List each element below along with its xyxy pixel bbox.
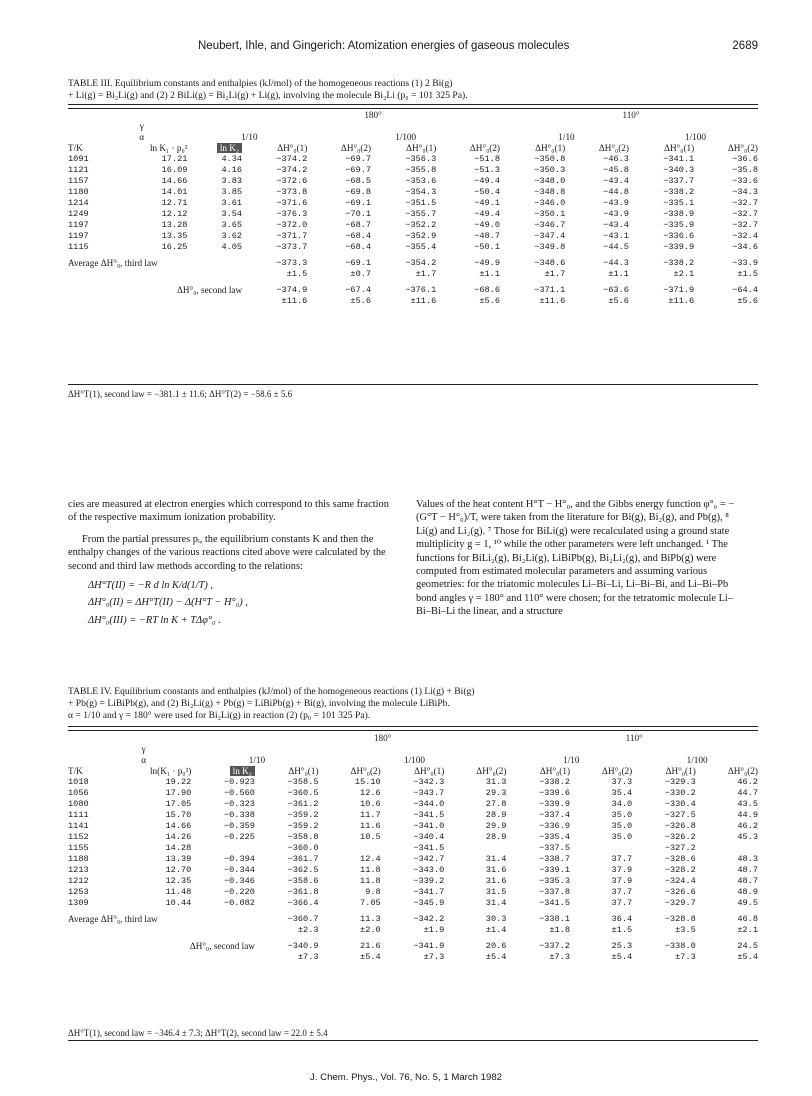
table-cell: 28.9: [485, 810, 507, 820]
t3-gamma-label: γ: [139, 121, 144, 131]
t4-avg-third-law: Average ΔH°₀, third law −360.7 11.3 −342.2 30.3 −338.1 36.4 −328.8 46.8: [68, 914, 758, 924]
table3-bottom-rule: [68, 384, 758, 385]
table-cell: 4.05: [221, 242, 243, 252]
table-cell: −51.3: [474, 165, 500, 175]
table-cell: 48.3: [737, 854, 758, 864]
t3-column-headers: T/K ln K₁ · p₀² ln K₂ ΔH°₀(1) ΔH°₀(2) ΔH°₀(1) ΔH°₀(2) ΔH°₀(1) ΔH°₀(2) ΔH°₀(1) ΔH°₀(2): [68, 143, 758, 153]
table-cell: 35.0: [611, 832, 633, 842]
table-cell: 44.7: [737, 788, 758, 798]
table-cell: −32.7: [732, 209, 758, 219]
table-cell: −343.0: [413, 865, 445, 875]
table-cell: 12.6: [360, 788, 381, 798]
table-cell: 13.39: [165, 854, 192, 864]
table-cell: 48.7: [737, 865, 758, 875]
t3-avg-third-law-err: ±1.5 ±0.7 ±1.7 ±1.1 ±1.7 ±1.1 ±2.1 ±1.5: [286, 269, 758, 279]
table-cell: −358.8: [287, 832, 319, 842]
table-cell: −69.8: [345, 187, 372, 197]
table-cell: −345.9: [413, 898, 445, 908]
table-cell: 10.44: [165, 898, 192, 908]
table-cell: 1249: [68, 209, 89, 219]
table-cell: −341.7: [413, 887, 445, 897]
t4-second-law: ΔH°₀, second law −340.9 21.6 −341.9 20.6 −337.2 25.3 −338.0 24.5: [189, 941, 758, 951]
table-cell: 3.85: [221, 187, 243, 197]
table-cell: 1214: [68, 198, 89, 208]
table-cell: 31.3: [485, 777, 507, 787]
journal-footer: J. Chem. Phys., Vol. 76, No. 5, 1 March 1982: [310, 1072, 502, 1083]
table-cell: 1056: [68, 788, 89, 798]
table-cell: 31.6: [485, 865, 507, 875]
table-cell: −347.4: [534, 231, 566, 241]
table-cell: [446, 843, 508, 854]
table-cell: 3.65: [221, 220, 243, 230]
table-cell: −335.1: [663, 198, 695, 208]
table-cell: 16.25: [161, 242, 188, 252]
t3-avg-third-law: Average ΔH°₀, third law −373.3 −69.1 −354.2 −49.9 −348.6 −44.3 −338.2 −33.9: [68, 258, 758, 268]
table-cell: −360.0: [287, 843, 319, 853]
table-row: [66, 209, 760, 220]
table-row: [66, 843, 760, 854]
table-cell: −350.1: [534, 209, 566, 219]
table-row: [66, 876, 760, 887]
table-row: [66, 898, 760, 909]
table4: 180° 110° γ α 1/10 1/100 1/10 1/100 T/K ln(K₁ · p₀²) ln K₂ ΔH°₀(1) ΔH°₀(2) ΔH°₀(1) ΔH°₀(2) ΔH°₀(1) ΔH°₀(2) ΔH°₀(1) ΔH°₀(2) 1018 19.22 −0.923 −358.5 15.10 −342.3 31.3 −338.2 37.3 −329.3 46.2 1056 17.90 −0.560 −360.5 12.6 −343.7 29.3 −339.6 35.4 −330.2 44.7 1080 17.05 −0.323 −361.2 10.6 −344.0 27.8 −339.9 34.0 −330.4 43.5 1111 15.70 −0.338 −359.2 11.7 −341.5 28.9 −337.4 35.0 −327.5 44.9 1141 14.66 −0.359 −359.2 11.6 −341.0 29.9 −336.9 35.0 −326.8 46.2 1152 14.26 −0.225 −358.8 10.5 −340.4 28.9 −335.4 35.0 −326.2 45.3 1155 14.28 −360.0 −341.5 −337.5 −327.2 1188 13.39 −0.394 −361.7 12.4 −342.7 31.4 −338.7 37.7 −328.6 48.3 1213 12.70 −0.344 −362.5 11.8 −343.0 31.6 −339.1 37.9 −328.2 48.7 1212 12.35 −0.346 −358.6 11.8 −339.2 31.6 −335.3 37.9 −324.4 48.7 1253 11.48 −0.220 −361.8 9.8 −341.7 31.5 −337.8 37.7 −326.6 48.9 1309 10.44 −0.082 −366.4 7.05 −345.9 31.4 −341.5 37.7 −329.7 49.5 Average ΔH°₀, third law −360.7 11.3 −342.2 30.3 −338.1 36.4 −328.8 46.8 ±2.3 ±2.0 ±1.9 ±1.4 ±1.8 ±1.5 ±3.5 ±2.1 ΔH°₀, second law −340.9 21.6 −341.9 20.6 −337.2 25.3 −338.0 24.5 ±7.3 ±5.4 ±7.3 ±5.4 ±7.3 ±5.4 ±7.3 ±5.4: [68, 733, 758, 962]
table-cell: 34.0: [611, 799, 633, 809]
table-cell: −32.4: [732, 231, 758, 241]
table3-footnote: ΔH°T(1), second law = −381.1 ± 11.6; ΔH°T(2) = −58.6 ± 5.6: [68, 389, 293, 399]
table-cell: −376.3: [276, 209, 308, 219]
table-cell: 1155: [68, 843, 89, 853]
table-cell: 13.35: [161, 231, 188, 241]
table-cell: −68.7: [345, 220, 372, 230]
table-cell: −49.4: [474, 176, 500, 186]
table-cell: −361.8: [287, 887, 319, 897]
table-cell: −361.7: [287, 854, 319, 864]
table-cell: −354.3: [405, 187, 437, 197]
table-cell: −337.8: [539, 887, 571, 897]
table-cell: −44.8: [603, 187, 629, 197]
table-cell: 12.71: [161, 198, 188, 208]
table-row: [66, 832, 760, 843]
table-cell: 1188: [68, 854, 89, 864]
table-cell: 1080: [68, 799, 89, 809]
table-cell: −43.4: [603, 176, 629, 186]
table-cell: −0.323: [223, 799, 255, 809]
table-cell: −372.6: [276, 176, 308, 186]
table-cell: −340.3: [663, 165, 695, 175]
table-cell: 14.66: [165, 821, 192, 831]
table-cell: −340.4: [413, 832, 445, 842]
table-cell: −0.220: [223, 887, 255, 897]
table-cell: 7.05: [360, 898, 381, 908]
t3-gamma-110: 110°: [622, 110, 640, 120]
table-cell: −44.5: [603, 242, 629, 252]
table-cell: −0.344: [223, 865, 255, 875]
table-cell: −50.1: [474, 242, 500, 252]
t4-gamma-180: 180°: [373, 733, 392, 743]
table-cell: −350.3: [534, 165, 566, 175]
left-paragraph-2: From the partial pressures pᵢ, the equilibrium constants K and then the enthalpy changes of the various reactions cited above were calculated by the second and third law methods according to the relations:: [68, 533, 386, 572]
t3-gamma-180: 180°: [364, 110, 382, 120]
table-cell: −359.2: [287, 810, 319, 820]
table-cell: −346.7: [534, 220, 566, 230]
table-cell: −339.6: [539, 788, 571, 798]
table-cell: 1152: [68, 832, 89, 842]
table-cell: −349.8: [534, 242, 566, 252]
page-number: 2689: [732, 40, 758, 52]
table-cell: −32.7: [732, 220, 758, 230]
table-cell: −0.346: [223, 876, 255, 886]
table-cell: 4.16: [221, 165, 243, 175]
table4-caption: TABLE IV. Equilibrium constants and enthalpies (kJ/mol) of the homogeneous reactions (1) Li(g) + Bi(g) + Pb(g) = LiBiPb(g), and (2) Bi₂Li(g) + Pb(g) = LiBiPb(g) + Bi(g), involving the molecule LiBiPb. α = 1/10 and γ = 180° were used for Bi₂Li(g) in reaction (2) (p₀ = 101 325 Pa).: [68, 686, 475, 721]
table-cell: −34.3: [732, 187, 758, 197]
table-cell: −341.5: [539, 898, 571, 908]
table-cell: −337.7: [663, 176, 695, 186]
table-cell: −355.8: [405, 165, 437, 175]
table-cell: −69.7: [345, 165, 372, 175]
table-cell: −68.4: [345, 231, 372, 241]
table-row: [66, 165, 760, 176]
table-cell: 35.0: [611, 821, 633, 831]
table-cell: −336.9: [539, 821, 571, 831]
table-cell: 37.7: [611, 887, 633, 897]
table-row: [66, 788, 760, 799]
table-cell: −329.7: [664, 898, 696, 908]
table-cell: −359.2: [287, 821, 319, 831]
t4-alpha-label: α: [141, 755, 147, 765]
table-cell: 11.7: [360, 810, 381, 820]
table-cell: −335.4: [539, 832, 571, 842]
table-cell: −339.9: [663, 242, 695, 252]
table-cell: 11.48: [165, 887, 192, 897]
t4-avg-third-law-err: ±2.3 ±2.0 ±1.9 ±1.4 ±1.8 ±1.5 ±3.5 ±2.1: [297, 925, 758, 935]
table-cell: 29.9: [485, 821, 507, 831]
table-row: [66, 777, 760, 788]
table-cell: −335.9: [663, 220, 695, 230]
table-cell: −341.0: [413, 821, 445, 831]
table-cell: 31.4: [485, 898, 507, 908]
table-cell: −32.7: [732, 198, 758, 208]
table-cell: 14.28: [165, 843, 192, 853]
table-cell: 35.0: [611, 810, 633, 820]
table-cell: −335.3: [539, 876, 571, 886]
table-cell: 49.5: [737, 898, 758, 908]
table-cell: 1111: [68, 810, 89, 820]
table-cell: 15.10: [354, 777, 381, 787]
table-cell: −366.4: [287, 898, 319, 908]
table-cell: 3.54: [221, 209, 243, 219]
table-row: [66, 854, 760, 865]
table-cell: 31.6: [485, 876, 507, 886]
table-cell: −35.8: [732, 165, 758, 175]
table-cell: −43.9: [603, 209, 629, 219]
table-cell: −0.560: [223, 788, 255, 798]
table-cell: 27.8: [485, 799, 507, 809]
table-cell: −70.1: [345, 209, 372, 219]
table-cell: [193, 843, 257, 854]
table-cell: −371.6: [276, 198, 308, 208]
table-row: [66, 198, 760, 209]
table-row: [66, 821, 760, 832]
table-cell: 37.3: [611, 777, 633, 787]
table-cell: −358.6: [287, 876, 319, 886]
table-cell: 44.9: [737, 810, 758, 820]
table-cell: −49.0: [474, 220, 500, 230]
t4-column-headers: T/K ln(K₁ · p₀²) ln K₂ ΔH°₀(1) ΔH°₀(2) ΔH°₀(1) ΔH°₀(2) ΔH°₀(1) ΔH°₀(2) ΔH°₀(1) ΔH°₀(2): [68, 766, 758, 776]
table-cell: −341.5: [413, 843, 445, 853]
table-cell: −0.359: [223, 821, 255, 831]
table-cell: −43.9: [603, 198, 629, 208]
table-cell: −358.5: [287, 777, 319, 787]
table-cell: −351.5: [405, 198, 437, 208]
table-cell: −330.2: [664, 788, 696, 798]
table-cell: 10.6: [360, 799, 381, 809]
table-cell: 1091: [68, 154, 89, 164]
table-cell: −336.6: [663, 231, 695, 241]
table-cell: −326.8: [664, 821, 696, 831]
table-cell: [572, 843, 634, 854]
table-cell: 48.9: [737, 887, 758, 897]
table-cell: −51.8: [474, 154, 500, 164]
table-cell: −372.0: [276, 220, 308, 230]
table-cell: 37.7: [611, 898, 633, 908]
table-row: [66, 220, 760, 231]
table-cell: −338.9: [663, 209, 695, 219]
table-cell: 11.8: [360, 865, 381, 875]
table-cell: 46.2: [737, 777, 758, 787]
table-cell: 12.4: [360, 854, 381, 864]
table-cell: −36.6: [732, 154, 758, 164]
table-cell: −352.9: [405, 231, 437, 241]
table-cell: −339.1: [539, 865, 571, 875]
table-cell: 43.5: [737, 799, 758, 809]
table-cell: 14.01: [161, 187, 188, 197]
table-cell: −374.2: [276, 154, 308, 164]
table-cell: 12.35: [165, 876, 192, 886]
table-cell: −356.3: [405, 154, 437, 164]
table-cell: −343.7: [413, 788, 445, 798]
table-cell: −328.6: [664, 854, 696, 864]
table-cell: 1018: [68, 777, 89, 787]
table-cell: 3.61: [221, 198, 243, 208]
table-cell: −344.0: [413, 799, 445, 809]
table-cell: 35.4: [611, 788, 633, 798]
table-cell: −34.6: [732, 242, 758, 252]
table-cell: −330.4: [664, 799, 696, 809]
table-cell: 48.7: [737, 876, 758, 886]
table-cell: 31.5: [485, 887, 507, 897]
right-paragraph: Values of the heat content H°T − H°₀, and the Gibbs energy function φ°₀ = −(G°T − H°₀)/T, were taken from the literature for Bi(g), Bi₂(g), and Pb(g), ⁸ Li(g) and Li₂(g). ⁷ Those for BiLi(g) were recalculated using a ground state multiplicity g = 1, ¹⁰ while the other parameters were left unchanged. ¹ The functions for BiLi₂(g), Bi₂Li(g), LiBiPb(g), Bi₂Li₂(g), and BiPb(g) were computed from estimated molecular parameters and assuming various geometries: for the triatomic molecules Li–Bi–Li, Li–Bi–Bi, and Li–Bi–Pb bond angles γ = 180° and 110° were chosen; for the tetratomic molecule Li–Bi–Bi–Li the linear, and a structure: [416, 499, 735, 618]
equation-1: ΔH°T(II) = −R d ln K/d(1/T) ,: [88, 580, 214, 592]
table-cell: −68.5: [345, 176, 372, 186]
table-cell: 17.21: [161, 154, 188, 164]
table3: 180° 110° γ α 1/10 1/100 1/10 1/100 T/K ln K₁ · p₀² ln K₂ ΔH°₀(1) ΔH°₀(2) ΔH°₀(1) ΔH°₀(2) ΔH°₀(1) ΔH°₀(2) ΔH°₀(1) ΔH°₀(2) 1091 17.21 4.34 −374.2 −69.7 −356.3 −51.8 −350.8 −46.3 −341.1 −36.6 1121 16.09 4.16 −374.2 −69.7 −355.8 −51.3 −350.3 −45.8 −340.3 −35.8 1157 14.66 3.83 −372.6 −68.5 −353.6 −49.4 −348.0 −43.4 −337.7 −33.6 1180 14.01 3.85 −373.8 −69.8 −354.3 −50.4 −348.8 −44.8 −338.2 −34.3 1214 12.71 3.61 −371.6 −69.1 −351.5 −49.1 −346.0 −43.9 −335.1 −32.7 1249 12.12 3.54 −376.3 −70.1 −355.7 −49.4 −350.1 −43.9 −338.9 −32.7 1197 13.28 3.65 −372.0 −68.7 −352.2 −49.0 −346.7 −43.4 −335.9 −32.7 1197 13.35 3.62 −371.7 −68.4 −352.9 −48.7 −347.4 −43.1 −336.6 −32.4 1115 16.25 4.05 −373.7 −68.4 −355.4 −50.1 −349.8 −44.5 −339.9 −34.6 Average ΔH°₀, third law −373.3 −69.1 −354.2 −49.9 −348.6 −44.3 −338.2 −33.9 ±1.5 ±0.7 ±1.7 ±1.1 ±1.7 ±1.1 ±2.1 ±1.5 ΔH°₀, second law −374.9 −67.4 −376.1 −68.6 −371.1 −63.6 −371.9 −64.4 ±11.6 ±5.6 ±11.6 ±5.6 ±11.6 ±5.6 ±11.6 ±5.6: [68, 110, 758, 306]
table-cell: −49.1: [474, 198, 500, 208]
table-cell: 19.22: [165, 777, 192, 787]
table-cell: 46.2: [737, 821, 758, 831]
table-cell: −341.1: [663, 154, 695, 164]
table-cell: 29.3: [485, 788, 507, 798]
table4-top-rule: [68, 726, 758, 731]
table-cell: −373.8: [276, 187, 308, 197]
table-cell: −338.2: [663, 187, 695, 197]
table-cell: −0.338: [223, 810, 255, 820]
table-cell: 1115: [68, 242, 89, 252]
table-cell: 11.6: [360, 821, 381, 831]
table-cell: 16.09: [161, 165, 188, 175]
t4-second-law-err: ±7.3 ±5.4 ±7.3 ±5.4 ±7.3 ±5.4 ±7.3 ±5.4: [297, 952, 758, 962]
table4-footnote: ΔH°T(1), second law = −346.4 ± 7.3; ΔH°T(2), second law = 22.0 ± 5.4: [68, 1028, 328, 1038]
table3-caption: TABLE III. Equilibrium constants and enthalpies (kJ/mol) of the homogeneous reactions (1) 2 Bi(g) + Li(g) = Bi₂Li(g) and (2) 2 BiLi(g) = Bi₂Li(g) + Li(g), involving the molecule Bi₂Li (p₀ = 101 325 Pa).: [68, 78, 468, 101]
table-cell: 1157: [68, 176, 89, 186]
table-cell: 14.66: [161, 176, 188, 186]
table-cell: 4.34: [221, 154, 243, 164]
table-cell: −46.3: [603, 154, 629, 164]
table4-bottom-rule: [68, 1040, 758, 1041]
table-cell: 1197: [68, 220, 89, 230]
table-cell: −324.4: [664, 876, 696, 886]
table-cell: −350.8: [534, 154, 566, 164]
table3-top-rule: [68, 104, 758, 109]
table-cell: 13.28: [161, 220, 188, 230]
left-column: [68, 498, 400, 627]
table-cell: 37.7: [611, 854, 633, 864]
table-cell: −0.225: [223, 832, 255, 842]
table-cell: −49.4: [474, 209, 500, 219]
table-cell: −342.7: [413, 854, 445, 864]
table-cell: −338.2: [539, 777, 571, 787]
table-cell: 3.83: [221, 176, 243, 186]
table-cell: −355.7: [405, 209, 437, 219]
right-column: [416, 498, 748, 619]
table-cell: −327.5: [664, 810, 696, 820]
table-cell: −68.4: [345, 242, 372, 252]
t3-second-law: ΔH°₀, second law −374.9 −67.4 −376.1 −68.6 −371.1 −63.6 −371.9 −64.4: [177, 285, 758, 295]
table-row: [66, 242, 760, 253]
table-cell: −0.394: [223, 854, 255, 864]
table-cell: −338.7: [539, 854, 571, 864]
table-cell: −328.2: [664, 865, 696, 875]
table-cell: −329.3: [664, 777, 696, 787]
table-cell: −348.0: [534, 176, 566, 186]
table-cell: −348.8: [534, 187, 566, 197]
table-cell: 37.9: [611, 865, 633, 875]
table-cell: [698, 843, 760, 854]
table-cell: [321, 843, 383, 854]
table-cell: 3.62: [221, 231, 243, 241]
table-cell: −342.3: [413, 777, 445, 787]
table-cell: 1253: [68, 887, 89, 897]
table-cell: 1121: [68, 165, 89, 175]
table-cell: −341.5: [413, 810, 445, 820]
table-row: [66, 176, 760, 187]
table-cell: 17.90: [165, 788, 192, 798]
table-cell: 12.70: [165, 865, 192, 875]
left-paragraph-1: cies are measured at electron energies which correspond to this same fraction of the respective maximum ionization probability.: [68, 499, 389, 524]
table-cell: 1213: [68, 865, 89, 875]
table-cell: 1197: [68, 231, 89, 241]
table-cell: −353.6: [405, 176, 437, 186]
table-cell: 14.26: [165, 832, 192, 842]
table-row: [66, 865, 760, 876]
table-cell: −50.4: [474, 187, 500, 197]
table-cell: −374.2: [276, 165, 308, 175]
table-cell: 11.8: [360, 876, 381, 886]
table-cell: −326.6: [664, 887, 696, 897]
table-cell: −362.5: [287, 865, 319, 875]
table-cell: −0.082: [223, 898, 255, 908]
table-cell: −360.5: [287, 788, 319, 798]
table-cell: −337.5: [539, 843, 571, 853]
table-cell: 28.9: [485, 832, 507, 842]
equation-2: ΔH°₀(II) = ΔH°T(II) − Δ(H°T − H°₀) ,: [88, 597, 248, 609]
table-cell: 9.8: [365, 887, 381, 897]
table-cell: 31.4: [485, 854, 507, 864]
t4-gamma-label: γ: [141, 744, 146, 754]
t3-alpha-label: α: [139, 132, 145, 142]
table-cell: 1309: [68, 898, 89, 908]
table-row: [66, 187, 760, 198]
table-row: [66, 810, 760, 821]
table-row: [66, 154, 760, 165]
table-cell: 1212: [68, 876, 89, 886]
table-cell: 1180: [68, 187, 89, 197]
table-cell: −33.6: [732, 176, 758, 186]
table-cell: 45.3: [737, 832, 758, 842]
table-cell: −371.7: [276, 231, 308, 241]
table-cell: −373.7: [276, 242, 308, 252]
equation-3: ΔH°₀(III) = −RT ln K + TΔφ°₀ .: [88, 614, 221, 626]
table-cell: 37.9: [611, 876, 633, 886]
table-cell: −43.4: [603, 220, 629, 230]
table-cell: 10.5: [360, 832, 381, 842]
t4-gamma-110: 110°: [625, 733, 643, 743]
table-cell: −69.1: [345, 198, 372, 208]
table-cell: 1141: [68, 821, 89, 831]
table-cell: −326.2: [664, 832, 696, 842]
t3-second-law-err: ±11.6 ±5.6 ±11.6 ±5.6 ±11.6 ±5.6 ±11.6 ±5.6: [281, 296, 758, 306]
table-cell: −43.1: [603, 231, 629, 241]
table-cell: −337.4: [539, 810, 571, 820]
table-cell: −327.2: [664, 843, 696, 853]
table-row: [66, 231, 760, 242]
table-cell: −352.2: [405, 220, 437, 230]
table-cell: −48.7: [474, 231, 500, 241]
table-cell: −45.8: [603, 165, 629, 175]
table-cell: −355.4: [405, 242, 437, 252]
table-row: [66, 887, 760, 898]
table-cell: −346.0: [534, 198, 566, 208]
table-cell: 17.05: [165, 799, 192, 809]
table-cell: 15.70: [165, 810, 192, 820]
table-cell: −339.9: [539, 799, 571, 809]
running-title: Neubert, Ihle, and Gingerich: Atomization energies of gaseous molecules: [198, 40, 570, 52]
table-row: [66, 799, 760, 810]
table-cell: −339.2: [413, 876, 445, 886]
table-cell: 12.12: [161, 209, 188, 219]
table-cell: −0.923: [223, 777, 255, 787]
table-cell: −69.7: [345, 154, 372, 164]
table-cell: −361.2: [287, 799, 319, 809]
